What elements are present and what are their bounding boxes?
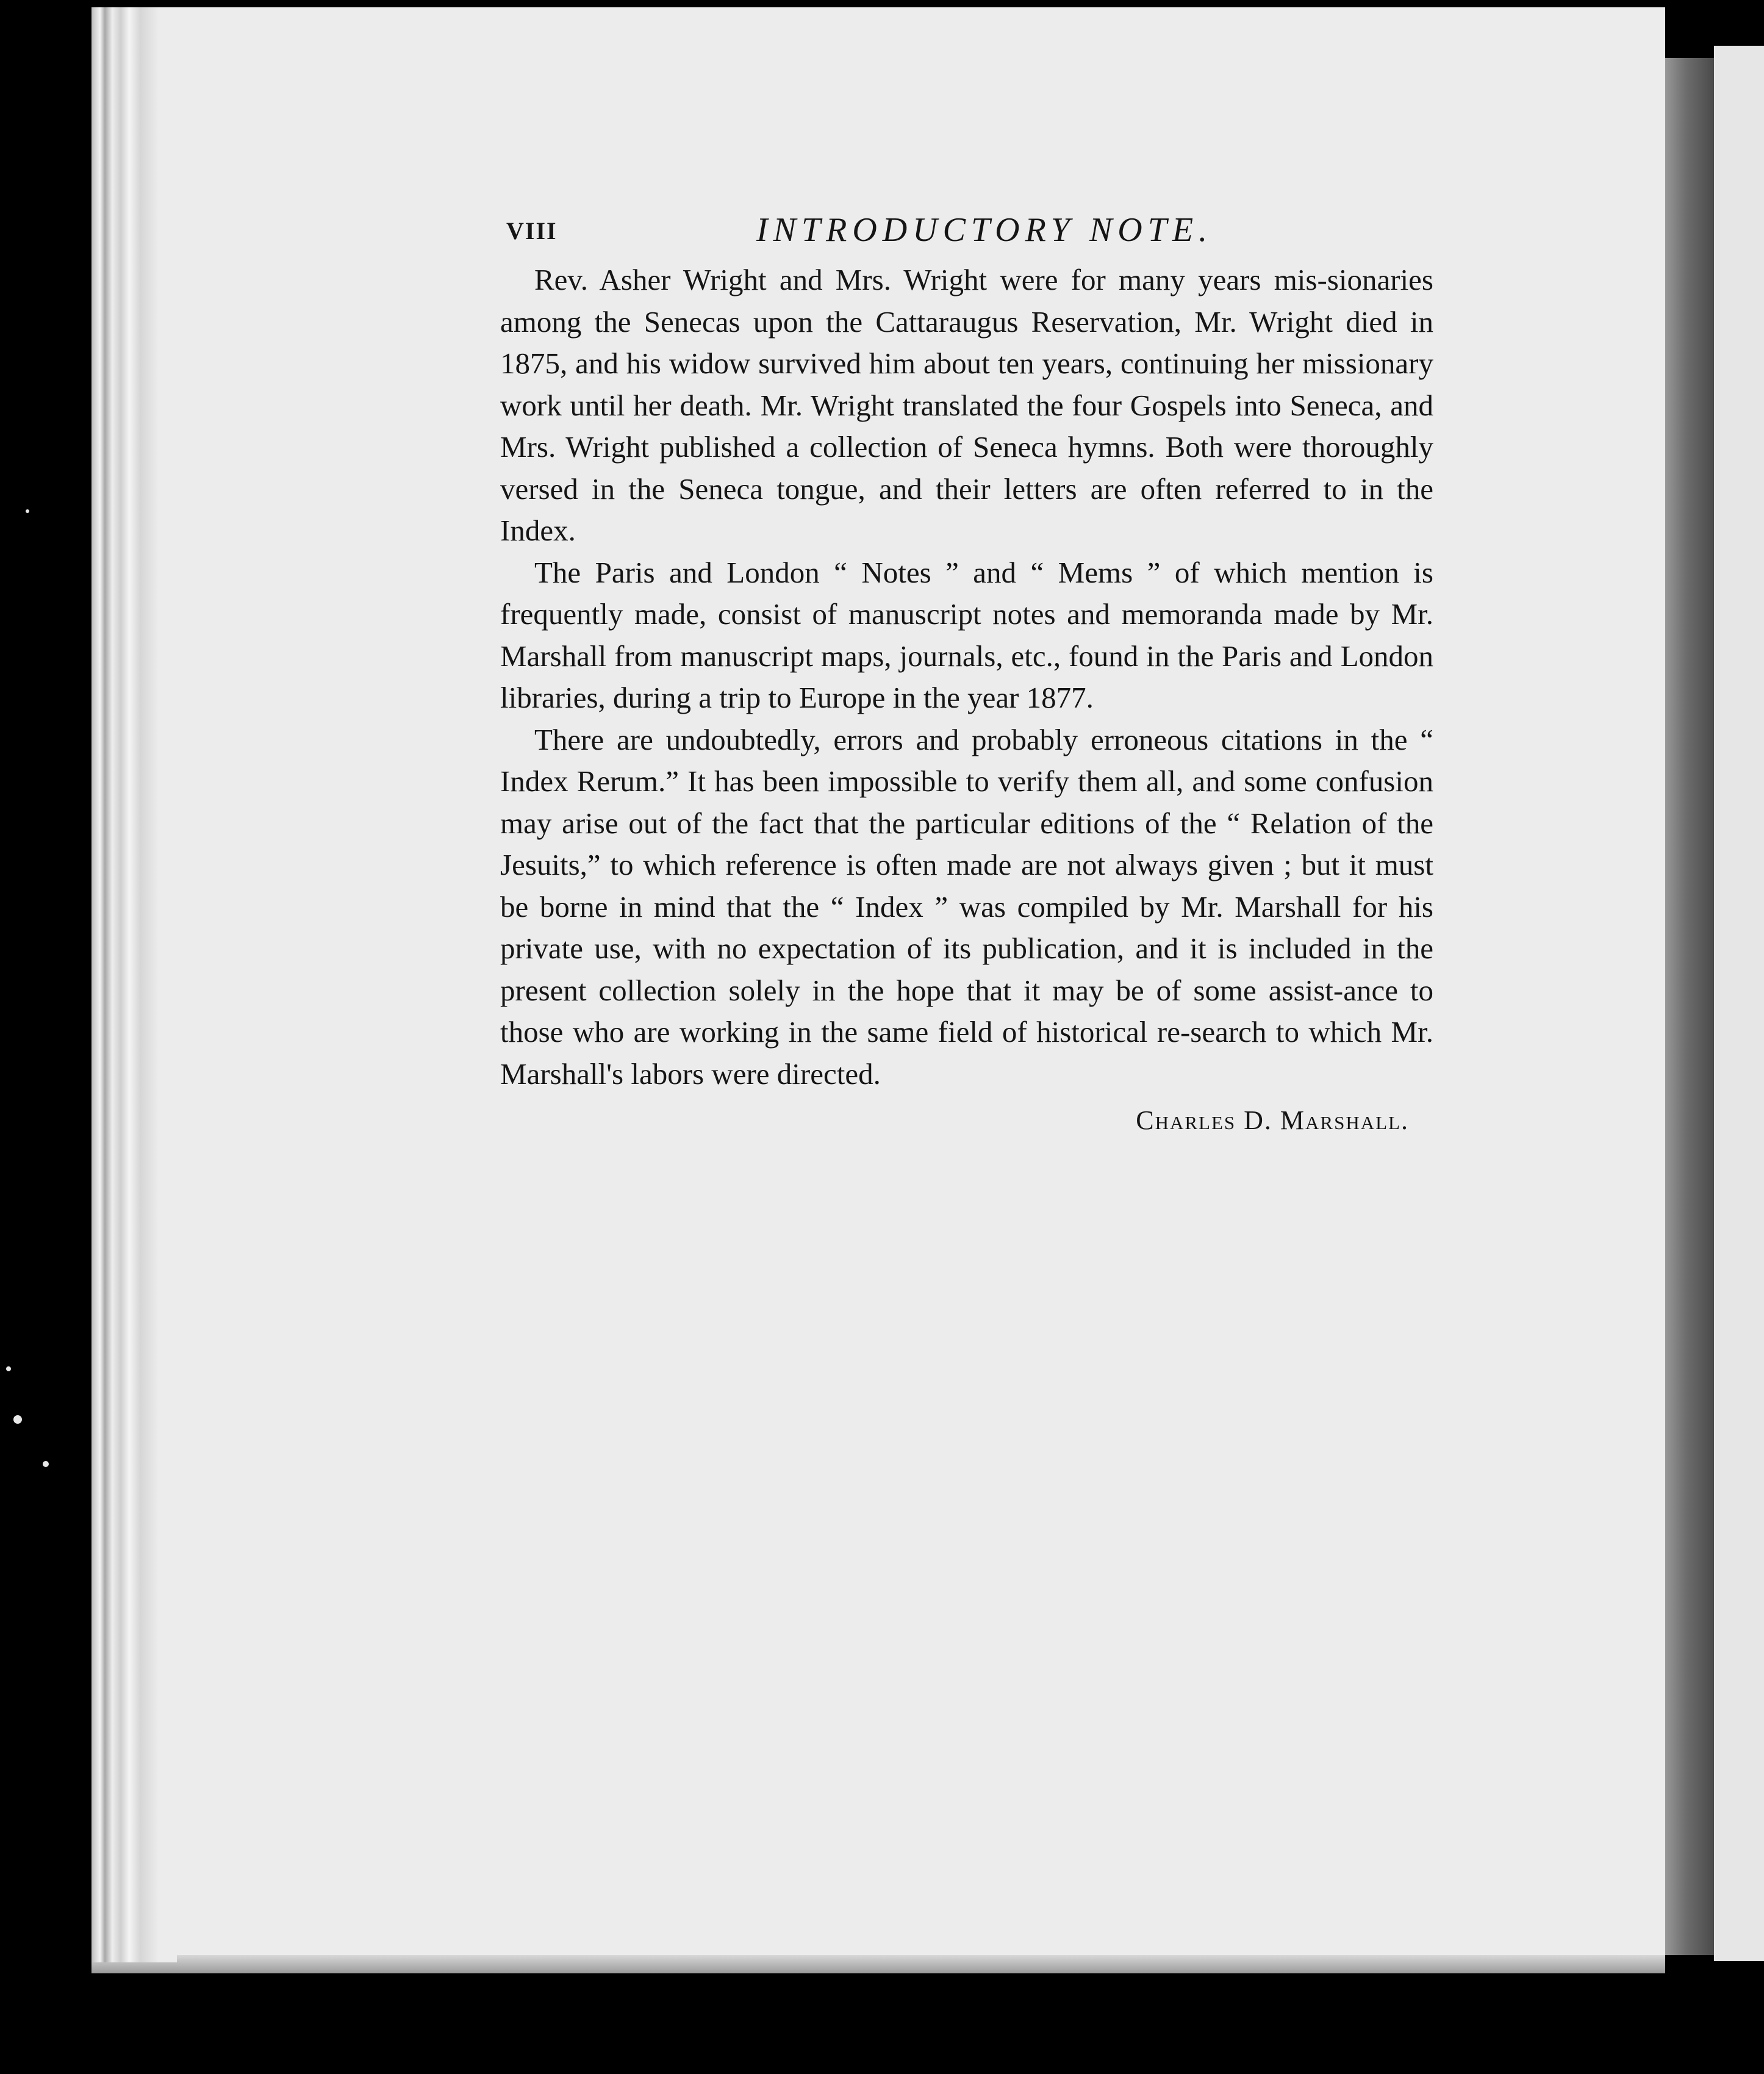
page-text-block [500,210,1433,1136]
facing-page-edge [1714,46,1764,1961]
scan-speck [26,509,29,513]
page-number: VIII [506,217,558,245]
paragraph-index-rerum: There are undoubtedly, errors and probably erroneous citations in the “ Index Rerum.” It has been impossible to verify them all, and some confusion may arise out of the fact that the particular editions of the “ Relation of the Jesuits,” to which reference is often made are not always given ; but it must be borne in mind that the “ Index ” was compiled by Mr. Marshall for his private use, with no expectation of its publication, and it is included in the present collection solely in the hope that it may be of some assist-ance to those who are working in the same field of historical re-search to which Mr. Marshall's labors were directed. [500,722,1433,1091]
paragraph-paris-london-notes: The Paris and London “ Notes ” and “ Mems ” of which mention is frequently made, consist of manuscript notes and memoranda made by Mr. Marshall from manuscript maps, journals, etc., found in the Paris and London libraries, during a trip to Europe in the year 1877. [500,555,1433,714]
page-bottom-edge [91,1955,1665,1973]
page-edge-shadow [1664,58,1714,1955]
book-binding-gutter [91,7,177,1962]
scan-speck [43,1461,49,1467]
scan-speck [13,1415,22,1424]
running-head-title: INTRODUCTORY NOTE. [756,211,1213,249]
author-signature: Charles D. Marshall. [1136,1105,1409,1135]
running-head [500,210,1433,259]
paragraph-wright: Rev. Asher Wright and Mrs. Wright were for many years mis-sionaries among the Senecas upon the Cattaraugus Reservation, Mr. Wright died in 1875, and his widow survived him about ten years, continuing her missionary work until her death. Mr. Wright translated the four Gospels into Seneca, and Mrs. Wright published a collection of Seneca hymns. Both were thoroughly versed in the Seneca tongue, and their letters are often referred to in the Index. [500,263,1433,547]
scan-speck [6,1366,11,1371]
